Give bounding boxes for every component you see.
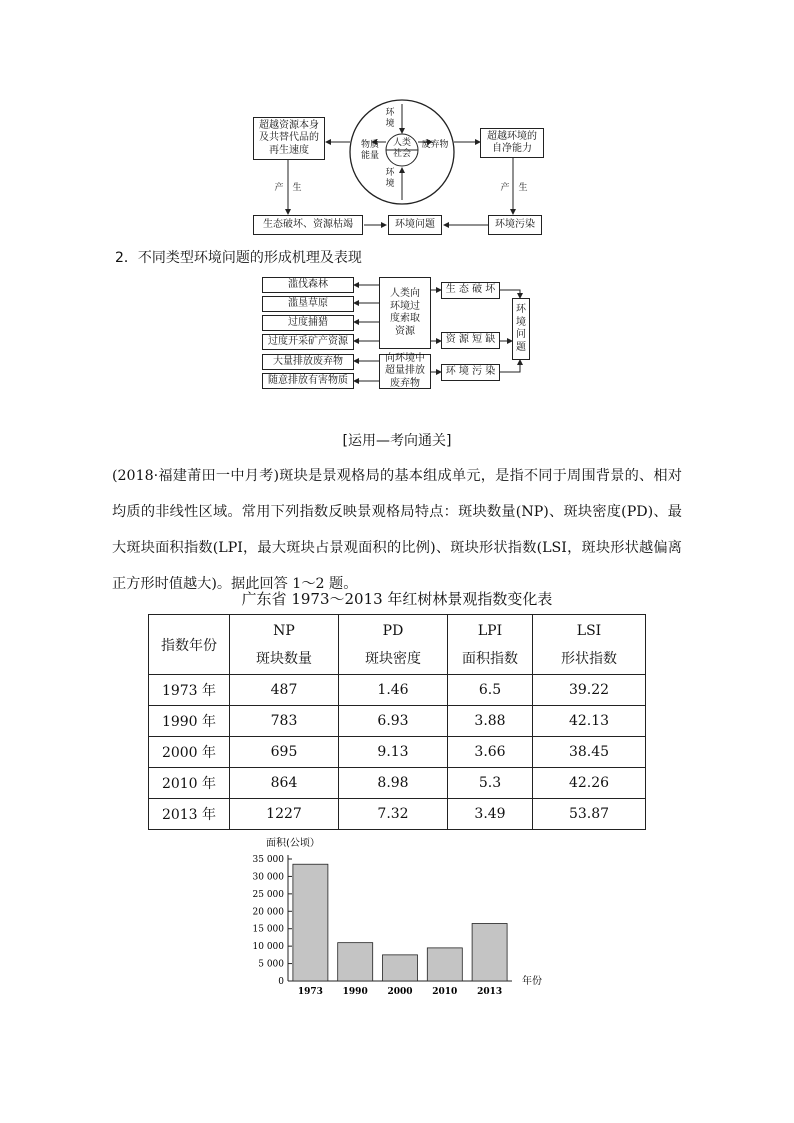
y-axis-title: 面积(公顷） xyxy=(266,838,320,849)
pd-cell: 6.93 xyxy=(339,706,448,737)
bar xyxy=(293,864,328,981)
np-cell: 783 xyxy=(230,706,339,737)
box-env-pollution-2: 环 境 污 染 xyxy=(441,364,500,381)
lsi-cell: 42.13 xyxy=(533,706,646,737)
table-row xyxy=(149,799,646,830)
header-name: 面积指数 xyxy=(462,650,518,667)
table-row xyxy=(149,768,646,799)
mangrove-area-chart xyxy=(238,836,558,996)
label-produce-right: 产 生 xyxy=(500,183,528,193)
item-waste-discharge: 大量排放废弃物 xyxy=(262,354,354,370)
table-header-row xyxy=(149,615,646,675)
np-cell: 695 xyxy=(230,737,339,768)
box-env-problem-2: 环 境 问 题 xyxy=(512,298,530,360)
box-overdischarge: 向环境中 超量排放 废弃物 xyxy=(379,354,431,389)
item-deforestation: 滥伐森林 xyxy=(262,277,354,293)
header-code: LSI xyxy=(576,622,602,639)
lsi-cell: 42.26 xyxy=(533,768,646,799)
label-produce-left: 产 生 xyxy=(274,183,302,193)
label-env-top: 环 境 xyxy=(385,108,395,129)
np-cell: 1227 xyxy=(230,799,339,830)
box-eco-damage: 生态破坏、资源枯竭 xyxy=(253,215,363,235)
x-tick-label: 2010 xyxy=(432,987,458,997)
heading-mechanism: 2．不同类型环境问题的形成机理及表现 xyxy=(115,250,362,266)
table-row xyxy=(149,737,646,768)
y-tick-label: 20 000 xyxy=(252,907,284,918)
x-tick-label: 1990 xyxy=(342,987,368,997)
box-eco-damage-2: 生 态 破 坏 xyxy=(441,282,500,299)
lpi-cell: 3.66 xyxy=(448,737,533,768)
y-tick-label: 35 000 xyxy=(252,855,284,865)
lpi-cell: 3.49 xyxy=(448,799,533,830)
y-tick-label: 10 000 xyxy=(252,942,284,953)
section-title: [运用—考向通关] xyxy=(342,433,452,449)
bar-chart-svg xyxy=(238,836,558,996)
y-tick-label: 15 000 xyxy=(252,924,284,935)
header-lpi xyxy=(448,615,533,675)
label-waste: 废弃物 xyxy=(421,140,449,150)
bar xyxy=(427,948,462,981)
x-axis-title: 年份 xyxy=(522,976,542,987)
table-row xyxy=(149,675,646,706)
x-tick-label: 1973 xyxy=(297,987,323,997)
table-caption: 广东省 1973～2013 年红树林景观指数变化表 xyxy=(241,590,553,608)
bar xyxy=(383,955,418,981)
year-cell: 2000 年 xyxy=(149,737,230,768)
box-env-problem: 环境问题 xyxy=(388,215,442,235)
year-cell: 1973 年 xyxy=(149,675,230,706)
bar xyxy=(338,943,373,981)
np-cell: 864 xyxy=(230,768,339,799)
year-cell: 1990 年 xyxy=(149,706,230,737)
box-overexploit: 人类向 环境过 度索取 资源 xyxy=(379,277,431,349)
np-cell: 487 xyxy=(230,675,339,706)
header-lsi xyxy=(533,615,646,675)
y-tick-label: 30 000 xyxy=(252,872,284,883)
pd-cell: 1.46 xyxy=(339,675,448,706)
landscape-index-table xyxy=(148,614,646,830)
label-env-bottom: 环 境 xyxy=(385,168,395,189)
item-overhunting: 过度捕猎 xyxy=(262,315,354,331)
item-grassland: 滥垦草原 xyxy=(262,296,354,312)
header-name: 斑块数量 xyxy=(256,650,312,667)
x-tick-label: 2013 xyxy=(477,987,503,997)
header-name: 形状指数 xyxy=(561,650,617,667)
year-cell: 2013 年 xyxy=(149,799,230,830)
box-self-purification: 超越环境的 自净能力 xyxy=(480,128,544,158)
year-cell: 2010 年 xyxy=(149,768,230,799)
pd-cell: 9.13 xyxy=(339,737,448,768)
pd-cell: 7.32 xyxy=(339,799,448,830)
table-corner-cell: 指数年份 xyxy=(149,615,230,675)
lsi-cell: 38.45 xyxy=(533,737,646,768)
lpi-cell: 3.88 xyxy=(448,706,533,737)
header-name: 斑块密度 xyxy=(365,650,421,667)
pd-cell: 8.98 xyxy=(339,768,448,799)
header-code: PD xyxy=(382,622,404,639)
header-code: NP xyxy=(273,622,295,639)
label-material-energy: 物质 能量 xyxy=(360,140,379,161)
y-tick-label: 25 000 xyxy=(252,889,284,900)
header-np xyxy=(230,615,339,675)
question-paragraph: (2018·福建莆田一中月考)斑块是景观格局的基本组成单元，是指不同于周围背景的、相对均质的非线性区域。常用下列指数反映景观格局特点：斑块数量(NP)、斑块密度(PD)、最大斑块面积指数(LPI，最大斑块占景观面积的比例)、斑块形状指数(LSI，斑块形状越偏离正方形时值越大)。据此回答 1～2 题。 xyxy=(112,468,682,592)
header-code: LPI xyxy=(477,622,503,639)
y-tick-label: 5 000 xyxy=(258,959,284,970)
lpi-cell: 5.3 xyxy=(448,768,533,799)
x-tick-label: 2000 xyxy=(387,987,413,997)
box-pollution: 环境污染 xyxy=(488,215,542,235)
box-regeneration-speed: 超越资源本身 及共替代品的 再生速度 xyxy=(253,117,325,160)
bar xyxy=(472,923,507,981)
header-pd xyxy=(339,615,448,675)
item-mining: 过度开采矿产资源 xyxy=(262,334,354,350)
item-harmful-substances: 随意排放有害物质 xyxy=(262,373,354,389)
lsi-cell: 53.87 xyxy=(533,799,646,830)
box-resource-shortage: 资 源 短 缺 xyxy=(441,332,500,349)
lsi-cell: 39.22 xyxy=(533,675,646,706)
label-human-society: 人类 社会 xyxy=(392,138,411,159)
table-row xyxy=(149,706,646,737)
lpi-cell: 6.5 xyxy=(448,675,533,706)
y-tick-label: 0 xyxy=(278,977,284,987)
